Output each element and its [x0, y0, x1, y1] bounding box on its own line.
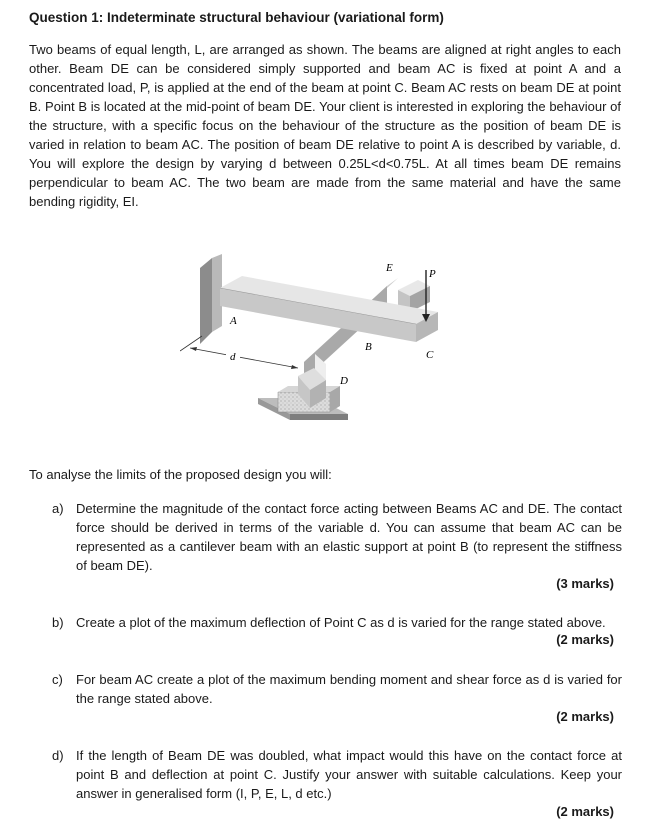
label-dim-d: d: [230, 351, 236, 363]
intro-paragraph: Two beams of equal length, L, are arranged as shown. The beams are aligned at right angles to each other. Beam DE can be considered simply supported and beam AC is fixed at point A and a concentrated load, P, is applied at the end of the beam at point C. Beam AC rests on beam DE at point B. Point B is located at the mid-point of beam DE. Your client is interested in exploring the behaviour of the structure, with a specific focus on the behaviour of the structure as the position of beam DE is varied in relation to beam AC. The position of beam DE relative to point A is described by variable, d. You will explore the design by varying d between 0.25L<d<0.75L. At all times beam DE remains perpendicular to beam AC. The two beam are made from the same material and have the same bending rigidity, EI.: [29, 42, 621, 209]
question-label: c): [52, 672, 63, 687]
marks-c: (2 marks): [556, 709, 614, 724]
beam-ac: [220, 276, 438, 342]
question-c: [52, 670, 622, 708]
label-b: B: [365, 341, 372, 353]
question-b: [52, 613, 622, 632]
label-a: A: [230, 315, 237, 327]
marks-a: (3 marks): [556, 576, 614, 591]
question-label: b): [52, 615, 64, 630]
label-p: P: [429, 268, 436, 280]
question-label: d): [52, 748, 64, 763]
label-e: E: [386, 262, 393, 274]
lead-sentence: To analyse the limits of the proposed design you will:: [29, 467, 332, 482]
label-c: C: [426, 349, 434, 361]
question-a: [52, 499, 622, 575]
marks-b: (2 marks): [556, 632, 614, 647]
fixed-wall: [200, 254, 222, 344]
question-d: [52, 746, 622, 803]
question-text: If the length of Beam DE was doubled, what impact would this have on the contact force at point B and deflection at point C. Justify your answer with suitable calculations. Keep your answer in generalised form (I, P, E, L, d etc.): [76, 748, 622, 801]
question-text: Determine the magnitude of the contact force acting between Beams AC and DE. The contact force should be derived in terms of the variable d. You can assume that beam AC can be represented as a cantilever beam with an elastic support at point B (to represent the stiffness of beam DE).: [76, 501, 622, 573]
dimension-d: [180, 336, 298, 369]
marks-d: (2 marks): [556, 804, 614, 819]
question-label: a): [52, 501, 64, 516]
label-d: D: [340, 375, 348, 387]
question-text: Create a plot of the maximum deflection of Point C as d is varied for the range stated above.: [76, 615, 606, 630]
question-text: For beam AC create a plot of the maximum bending moment and shear force as d is varied for the range stated above.: [76, 672, 622, 706]
question-title: Question 1: Indeterminate structural behaviour (variational form): [29, 10, 444, 25]
beam-diagram: [180, 240, 460, 440]
